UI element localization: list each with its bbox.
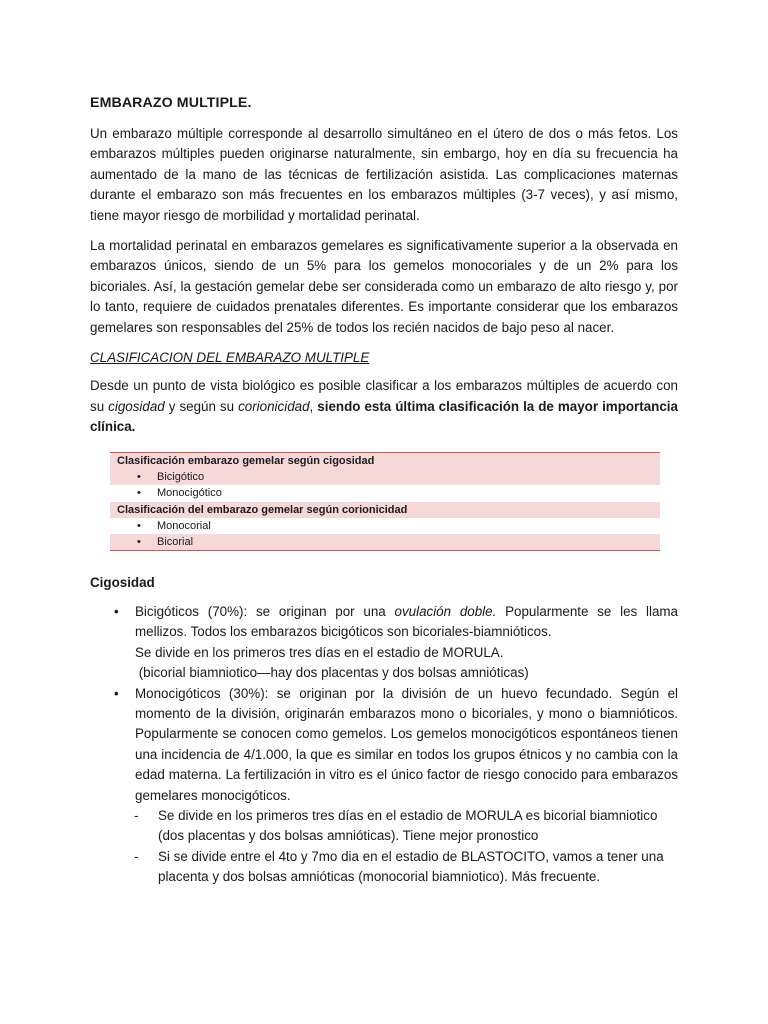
classification-text-c: y según su xyxy=(164,398,239,414)
mortality-paragraph: La mortalidad perinatal en embarazos gemelares es significativamente superior a la observada en embarazos únicos, siendo de un 5% para los gemelos monocoriales y de un 2% para los bicoriales. Así, la gestación gemelar debe ser considerada como un embarazo de alto riesgo y, por lo tanto, requiere de cuidados prenatales diferentes. Es importante considerar que los embarazos gemelares son responsables del 25% de todos los recién nacidos de bajo peso al nacer. xyxy=(90,238,678,335)
section-heading-cigosidad: Cigosidad xyxy=(90,575,155,591)
table-header-corionicidad xyxy=(110,502,660,518)
bicigoticos-text-a: Bicigóticos (70%): se originan por una xyxy=(135,603,395,619)
morula-division-text: Se divide en los primeros tres días en el estadio de MORULA es bicorial biamniotico (dos placentas y dos bolsas amnióticas). Tiene mejor pronostico xyxy=(158,807,658,844)
monocigoticos-text: Monocigóticos (30%): se originan por la división de un huevo fecundado. Según el momento de la división, originarán embarazos mono o bicoriales, y mono o biamnióticos. Popularmente se conocen como gemelos. Los gemelos monocigóticos espontáneos tienen una incidencia de 4/1.000, la que es similar en todos los grupos étnicos y no cambia con la edad materna. La fertilización in vitro es el único factor de riesgo conocido para embarazos gemelares monocigóticos. xyxy=(135,685,678,803)
dash-icon: - xyxy=(134,807,139,823)
table-row xyxy=(110,485,660,501)
bullet-icon: • xyxy=(114,685,119,701)
bullet-icon: • xyxy=(137,536,141,549)
table-header-cigosidad xyxy=(110,453,660,469)
bullet-icon: • xyxy=(114,603,119,619)
classification-table xyxy=(110,452,660,552)
intro-paragraph: Un embarazo múltiple corresponde al desarrollo simultáneo en el útero de dos o más fetos. Los embarazos múltiples pueden originarse naturalmente, sin embargo, hoy en día su frecuencia ha aumentado de la mano de las técnicas de fertilización asistida. Las complicaciones maternas durante el embarazo son más frecuentes en los embarazos múltiples (3-7 veces), y así mismo, tiene mayor riesgo de morbilidad y mortalidad perinatal. xyxy=(90,126,678,223)
table-cell: Bicigótico xyxy=(157,470,205,483)
bicigoticos-text-c: Popularmente se les llama mellizos. Todos los embarazos bicigóticos son bicoriales-biamnióticos. xyxy=(135,603,678,640)
bullet-icon: • xyxy=(137,487,141,500)
classification-text-a: Desde un punto de vista biológico es posible clasificar a los embarazos múltiples de acuerdo con su xyxy=(90,378,678,414)
bullet-icon: • xyxy=(137,519,141,532)
classification-paragraph xyxy=(90,376,678,437)
dash-icon: - xyxy=(134,848,139,864)
list-item-monocigoticos xyxy=(90,684,678,806)
table-row xyxy=(110,518,660,534)
classification-text-e: , xyxy=(309,398,318,414)
table-row xyxy=(110,534,660,550)
bicigoticos-text xyxy=(135,602,678,643)
blastocito-division-text: Si se divide entre el 4to y 7mo dia en el estadio de BLASTOCITO, vamos a tener una placenta y dos bolsas amnióticas (monocorial biamniotico). Más frecuente. xyxy=(158,848,664,885)
list-item-bicigoticos xyxy=(90,602,678,684)
table-row xyxy=(110,469,660,485)
cigosidad-term: cigosidad xyxy=(108,398,165,414)
table-header-label: Clasificación embarazo gemelar según cigosidad xyxy=(117,454,375,467)
corionicidad-term: corionicidad xyxy=(238,398,310,414)
table-cell: Monocorial xyxy=(157,519,211,532)
bicigoticos-morula-line: Se divide en los primeros tres días en el estadio de MORULA. xyxy=(135,644,504,660)
document-title: EMBARAZO MULTIPLE. xyxy=(90,95,252,111)
ovulacion-doble-term: ovulación doble. xyxy=(394,603,497,619)
classification-emphasis: siendo esta última clasificación la de mayor importancia clínica. xyxy=(90,398,678,435)
bullet-icon: • xyxy=(137,470,141,483)
table-cell: Monocigótico xyxy=(157,487,222,500)
document-page xyxy=(90,92,678,888)
table-cell: Bicorial xyxy=(157,536,194,549)
table-header-label: Clasificación del embarazo gemelar según corionicidad xyxy=(117,503,408,516)
dash-item-morula xyxy=(90,806,678,847)
classification-subtitle: CLASIFICACION DEL EMBARAZO MULTIPLE xyxy=(90,350,370,366)
bicigoticos-bicorial-line: (bicorial biamniotico—hay dos placentas y dos bolsas amnióticas) xyxy=(135,665,529,681)
dash-item-blastocito xyxy=(90,847,678,888)
